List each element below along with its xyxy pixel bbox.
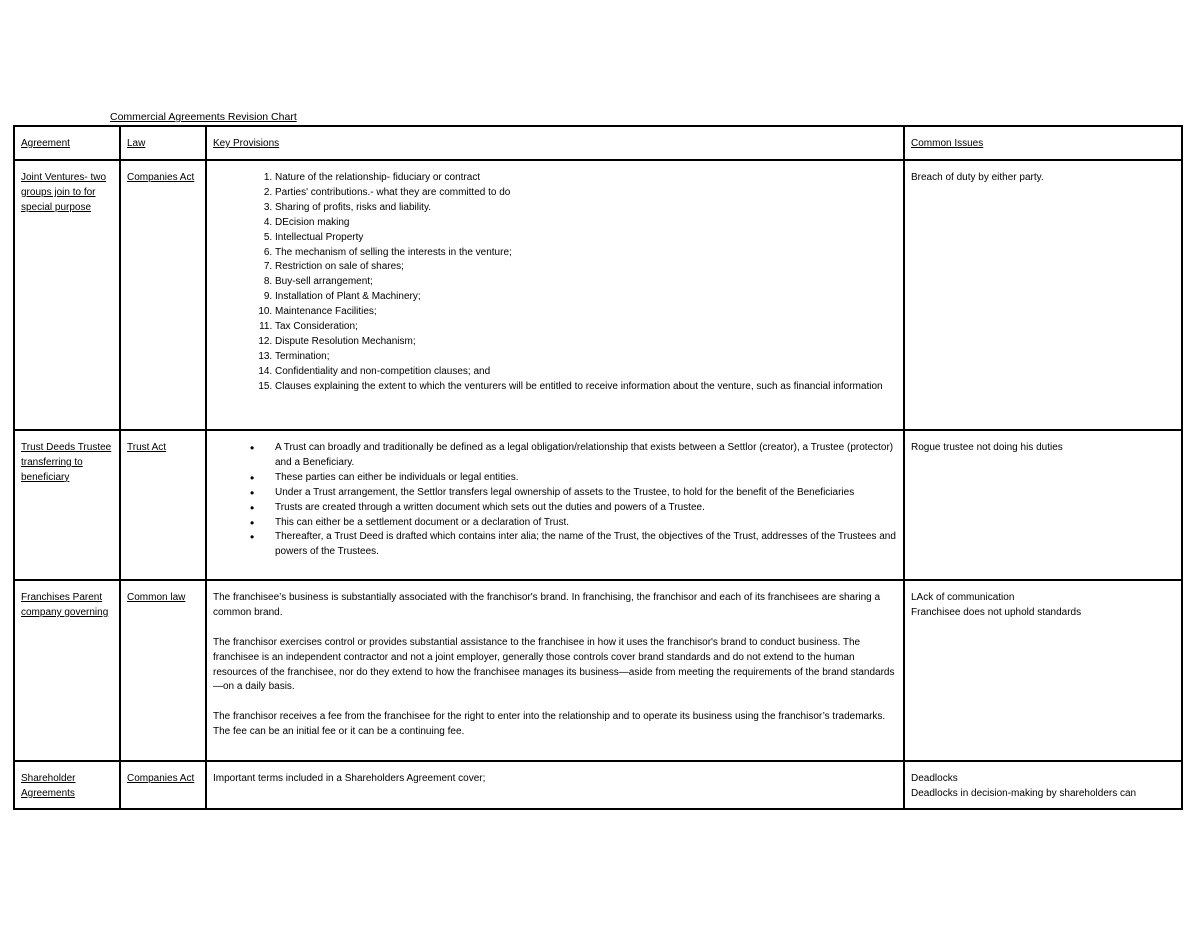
list-item: 11. Tax Consideration;	[275, 320, 897, 335]
list-item: 2. Parties' contributions.- what they are committed to do	[275, 186, 897, 201]
revision-table	[13, 125, 1183, 810]
table-row	[14, 160, 1182, 430]
paragraph: Important terms included in a Shareholders Agreement cover;	[213, 773, 486, 784]
header-common-issues-label: Common Issues	[911, 138, 984, 149]
agreement-cell	[14, 761, 120, 809]
list-item: 8. Buy-sell arrangement;	[275, 275, 897, 290]
header-law	[120, 126, 206, 160]
issue-text: Breach of duty by either party.	[911, 172, 1044, 183]
law-cell	[120, 761, 206, 809]
agreement-shareholder: Shareholder Agreements	[21, 773, 76, 799]
list-item: 13. Termination;	[275, 350, 897, 365]
paragraph: The franchisor receives a fee from the franchisee for the right to enter into the relationship and to operate its business using the franchisor’s trademarks. The fee can be an initial fee or it can be a continuing fee.	[213, 711, 886, 738]
provisions-cell	[206, 580, 904, 761]
table-row	[14, 430, 1182, 580]
header-key-provisions-label: Key Provisions	[213, 138, 280, 149]
issue-text: Rogue trustee not doing his duties	[911, 442, 1063, 453]
list-item: 4. DEcision making	[275, 216, 897, 231]
list-item: • This can either be a settlement document or a declaration of Trust.	[275, 516, 897, 531]
law-cell	[120, 430, 206, 580]
list-item: • A Trust can broadly and traditionally be defined as a legal obligation/relationship that exists between a Settlor (creator), a Trustee (protector) and a Beneficiary.	[275, 441, 897, 471]
paragraph: The franchisee’s business is substantially associated with the franchisor's brand. In franchising, the franchisor and each of its franchisees are sharing a common brand.	[213, 592, 881, 618]
header-agreement-label: Agreement	[21, 138, 70, 149]
list-item: 5. Intellectual Property	[275, 231, 897, 246]
table-header-row	[14, 126, 1182, 160]
agreement-trust-deeds: Trust Deeds Trustee transferring to beneficiary	[21, 442, 112, 483]
issues-cell	[904, 761, 1182, 809]
list-item: 12. Dispute Resolution Mechanism;	[275, 335, 897, 350]
provisions-cell	[206, 761, 904, 809]
agreement-cell	[14, 160, 120, 430]
list-item: 1. Nature of the relationship- fiduciary or contract	[275, 171, 897, 186]
table-row	[14, 580, 1182, 761]
provisions-list	[213, 441, 897, 560]
list-item: • Thereafter, a Trust Deed is drafted which contains inter alia; the name of the Trust, the objectives of the Trust, addresses of the Trustees and powers of the Trustees.	[275, 530, 897, 560]
list-item: 7. Restriction on sale of shares;	[275, 260, 897, 275]
list-item: • These parties can either be individuals or legal entities.	[275, 471, 897, 486]
header-common-issues	[904, 126, 1182, 160]
list-item: 9. Installation of Plant & Machinery;	[275, 290, 897, 305]
law-cell	[120, 160, 206, 430]
agreement-cell	[14, 580, 120, 761]
agreement-franchises: Franchises Parent company governing	[21, 592, 109, 618]
list-item: 10. Maintenance Facilities;	[275, 305, 897, 320]
issue-text: LAck of communication	[911, 592, 1015, 603]
list-item: 6. The mechanism of selling the interests in the venture;	[275, 246, 897, 261]
list-item: • Under a Trust arrangement, the Settlor transfers legal ownership of assets to the Trustee, to hold for the benefit of the Beneficiaries	[275, 486, 897, 501]
list-item: 15. Clauses explaining the extent to which the venturers will be entitled to receive information about the venture, such as financial information	[275, 380, 897, 395]
provisions-cell	[206, 160, 904, 430]
law-trust-act: Trust Act	[127, 442, 167, 453]
header-agreement	[14, 126, 120, 160]
paragraph: The franchisor exercises control or provides substantial assistance to the franchisee in how it uses the franchisor's brand to conduct business. The franchisee is an independent contractor and not a joint employer, generally those controls cover brand standards and do not extend to the human resources of the franchisee, nor do they extend to how the franchisee manages its business—aside from meeting the requirements of the brand standards—on a daily basis.	[213, 636, 895, 693]
issues-cell	[904, 160, 1182, 430]
list-item: 14. Confidentiality and non-competition clauses; and	[275, 365, 897, 380]
law-common-law: Common law	[127, 592, 186, 603]
header-key-provisions	[206, 126, 904, 160]
issues-cell	[904, 580, 1182, 761]
issue-text: Deadlocks	[911, 773, 958, 784]
agreement-cell	[14, 430, 120, 580]
document-title: Commercial Agreements Revision Chart	[110, 111, 297, 123]
list-item: • Trusts are created through a written document which sets out the duties and powers of a Trustee.	[275, 501, 897, 516]
header-law-label: Law	[127, 138, 146, 149]
law-companies-act: Companies Act	[127, 172, 195, 183]
table-row	[14, 761, 1182, 809]
list-item: 3. Sharing of profits, risks and liability.	[275, 201, 897, 216]
agreement-joint-ventures: Joint Ventures- two groups join to for special purpose	[21, 172, 107, 213]
issue-text: Deadlocks in decision-making by shareholders can	[911, 787, 1137, 799]
law-companies-act: Companies Act	[127, 773, 195, 784]
issue-text: Franchisee does not uphold standards	[911, 606, 1082, 618]
provisions-list	[213, 171, 897, 395]
provisions-cell	[206, 430, 904, 580]
law-cell	[120, 580, 206, 761]
issues-cell	[904, 430, 1182, 580]
